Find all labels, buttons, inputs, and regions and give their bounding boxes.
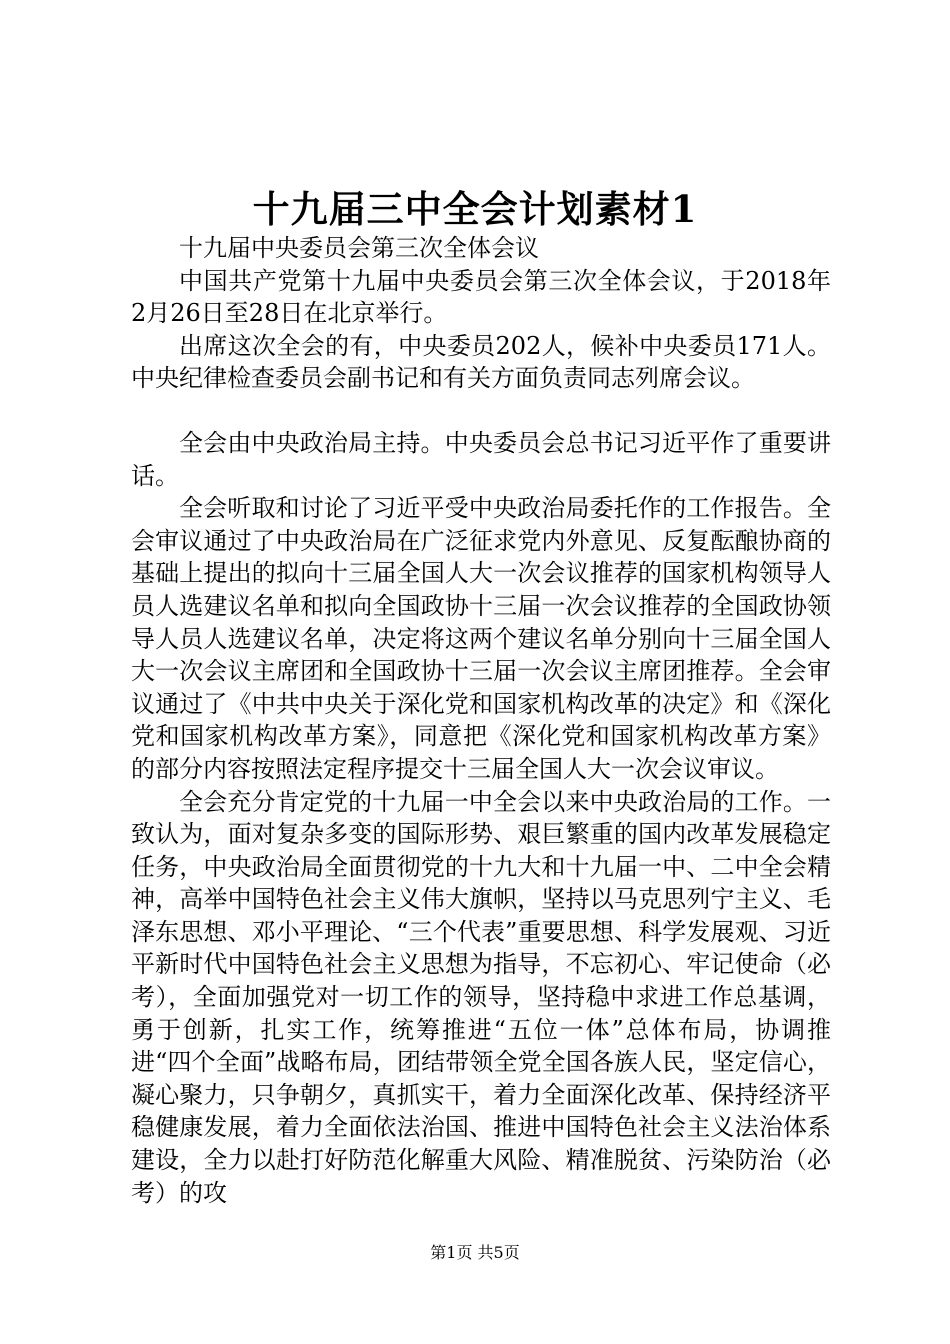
document-title: 十九届三中全会计划素材1 — [252, 187, 698, 231]
paragraph-meeting-date: 中国共产党第十九届中央委员会第三次全体会议，于2018年2月26日至28日在北京举行。 — [131, 266, 831, 328]
paragraph-affirmation: 全会充分肯定党的十九届一中全会以来中央政治局的工作。一致认为，面对复杂多变的国际形势、艰巨繁重的国内改革发展稳定任务，中央政治局全面贯彻党的十九大和十九届一中、二中全会精神，高举中国特色社会主义伟大旗帜，坚持以马克思列宁主义、毛泽东思想、邓小平理论、“三个代表”重要思想、科学发展观、习近平新时代中国特色社会主义思想为指导，不忘初心、牢记使命（必考），全面加强党对一切工作的领导，坚持稳中求进工作总基调，勇于创新，扎实工作，统筹推进“五位一体”总体布局，协调推进“四个全面”战略布局，团结带领全党全国各族人民，坚定信心，凝心聚力，只争朝夕，真抓实干，着力全面深化改革、保持经济平稳健康发展，着力全面依法治国、推进中国特色社会主义法治体系建设，全力以赴打好防范化解重大风险、精准脱贫、污染防治（必考）的攻 — [131, 787, 831, 1207]
paragraph-heading: 十九届中央委员会第三次全体会议 — [179, 234, 539, 262]
paragraph-attendance: 出席这次全会的有，中央委员202人，候补中央委员171人。中央纪律检查委员会副书记和有关方面负责同志列席会议。 — [131, 331, 831, 393]
paragraph-chair: 全会由中央政治局主持。中央委员会总书记习近平作了重要讲话。 — [131, 428, 831, 490]
paragraph-report: 全会听取和讨论了习近平受中央政治局委托作的工作报告。全会审议通过了中央政治局在广泛征求党内外意见、反复酝酿协商的基础上提出的拟向十三届全国人大一次会议推荐的国家机构领导人员人选建议名单和拟向全国政协十三届一次会议推荐的全国政协领导人员人选建议名单，决定将这两个建议名单分别向十三届全国人大一次会议主席团和全国政协十三届一次会议主席团推荐。全会审议通过了《中共中央关于深化党和国家机构改革的决定》和《深化党和国家机构改革方案》，同意把《深化党和国家机构改革方案》的部分内容按照法定程序提交十三届全国人大一次会议审议。 — [131, 494, 831, 783]
document-body — [131, 232, 831, 1209]
page-footer: 第1页 共5页 — [430, 1243, 520, 1262]
